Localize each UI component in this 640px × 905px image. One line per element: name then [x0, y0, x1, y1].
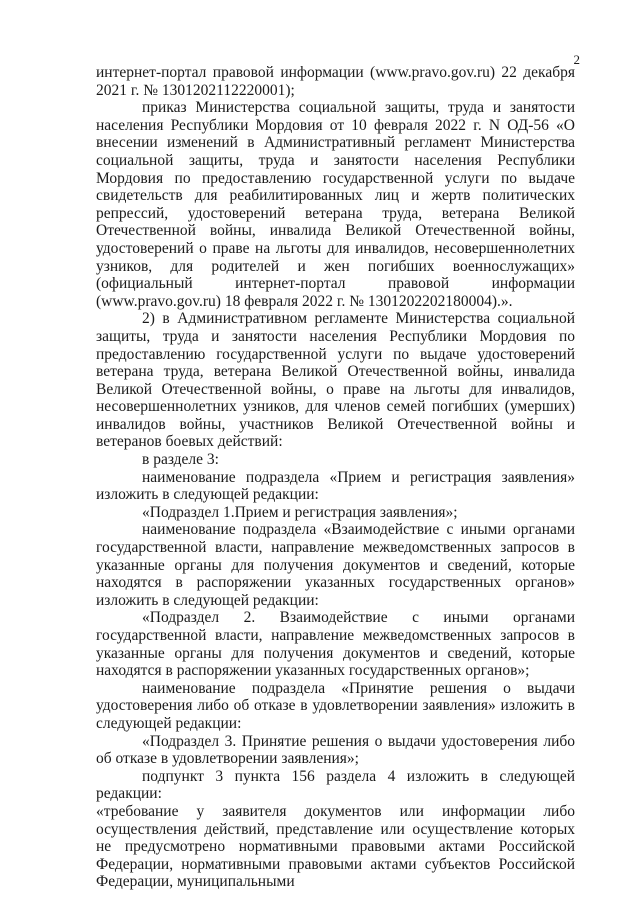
paragraph-rename-subsection-1: наименование подраздела «Прием и регистрация заявления» изложить в следующей редакции: [96, 468, 575, 504]
paragraph-requirement-text: «требование у заявителя документов или информации либо осуществления действий, представление или осуществление которых не предусмотрено нормативными правовыми актами Российской Федерации, нормативными правовыми актами субъектов Российской Федерации, муниципальными [96, 802, 575, 891]
paragraph-rename-subsection-3: наименование подраздела «Принятие решения о выдачи удостоверения либо об отказе в удовлетворении заявления» изложить в следующей редакции: [96, 679, 575, 732]
paragraph-subitem-3-point-156: подпункт 3 пункта 156 раздела 4 изложить в следующей редакции: [96, 767, 575, 803]
paragraph-subsection-3-title: «Подраздел 3. Принятие решения о выдачи удостоверения либо об отказе в удовлетворении заявления»; [96, 732, 575, 768]
document-body [96, 64, 575, 891]
paragraph-order-reference: приказ Министерства социальной защиты, труда и занятости населения Республики Мордовия от 10 февраля 2022 г. N ОД-56 «О внесении изменений в Административный регламент Министерства социальной защиты, труда и занятости населения Республики Мордовия по предоставлению государственной услуги по выдаче свидетельств для реабилитированных лиц и жертв политических репрессий, удостоверений ветерана труда, ветерана Великой Отечественной войны, инвалида Великой Отечественной войны, удостоверений о праве на льготы для инвалидов, несовершеннолетних узников, для родителей и жен погибших военнослужащих» (официальный интернет-портал правовой информации (www.pravo.gov.ru) 18 февраля 2022 г. № 1301202202180004).». [96, 99, 575, 310]
paragraph-rename-subsection-2: наименование подраздела «Взаимодействие с иными органами государственной власти, направление межведомственных запросов в указанные органы для получения документов и сведений, которые находятся в распоряжении указанных государственных органов» изложить в следующей редакции: [96, 521, 575, 609]
paragraph-section-3: в разделе 3: [142, 451, 219, 469]
paragraph-subsection-2-title: «Подраздел 2. Взаимодействие с иными органами государственной власти, направление межведомственных запросов в указанные органы для получения документов и сведений, которые находятся в распоряжении указанных государственных органов»; [96, 609, 575, 680]
paragraph-item-2: 2) в Административном регламенте Министерства социальной защиты, труда и занятости населения Республики Мордовия по предоставлению государственной услуги по выдаче удостоверений ветерана труда, ветерана Великой Отечественной войны, инвалида Великой Отечественной войны, о праве на льготы для инвалидов, несовершеннолетних узников, для членов семей погибших (умерших) инвалидов войны, участников Великой Отечественной войны и ветеранов боевых действий: [96, 310, 575, 451]
page-number: 2 [573, 52, 580, 67]
paragraph-subsection-1-title: «Подраздел 1.Прием и регистрация заявления»; [142, 503, 458, 521]
paragraph-portal-reference: интернет-портал правовой информации (www.pravo.gov.ru) 22 декабря 2021 г. № 1301202112220001); [96, 64, 575, 99]
